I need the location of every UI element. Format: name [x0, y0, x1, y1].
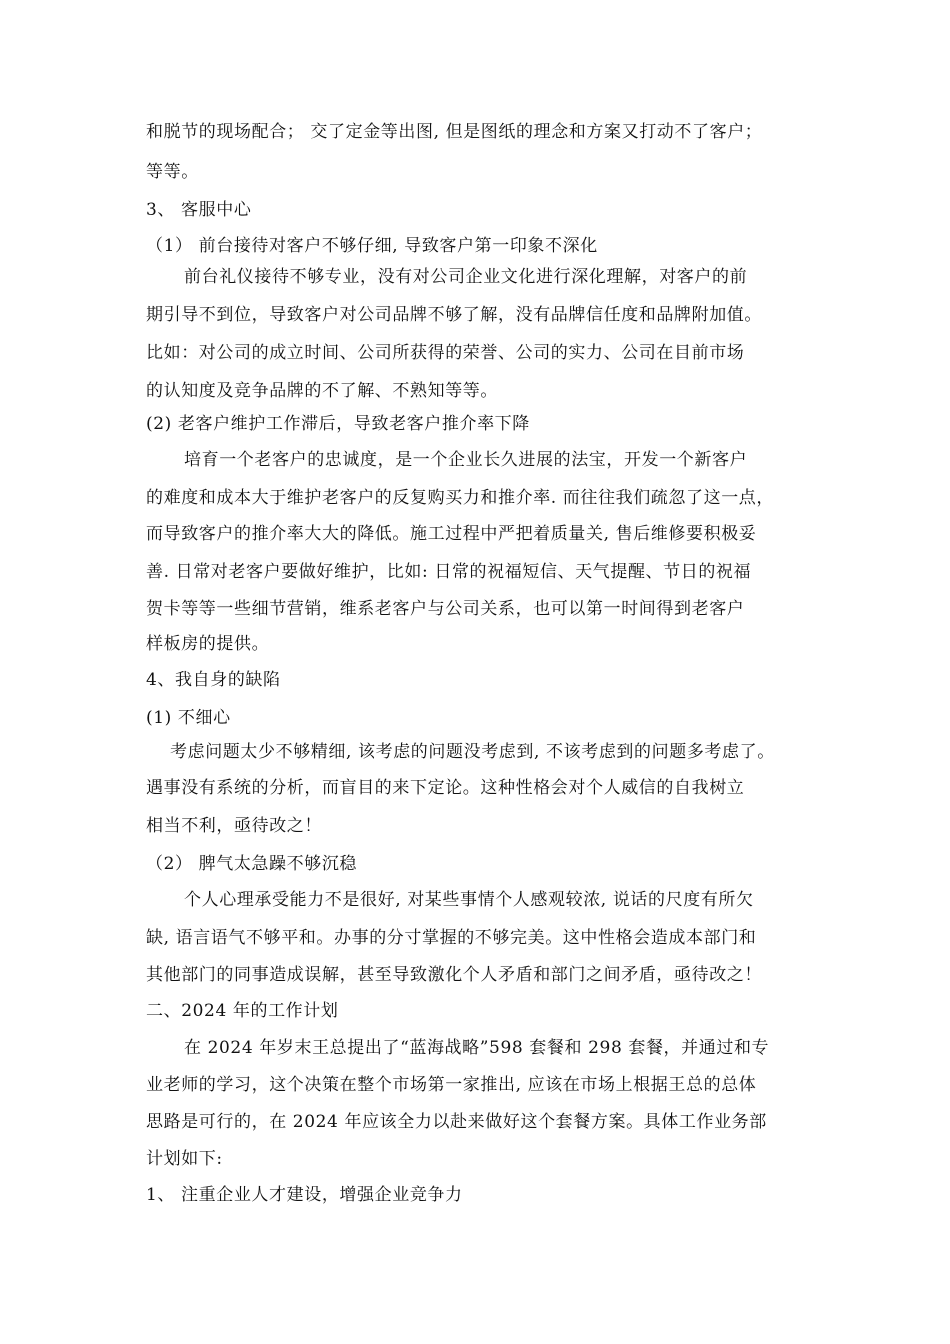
paragraph-line-11: 的难度和成本大于维护老客户的反复购买力和推介率. 而往往我们疏忽了这一点，	[146, 488, 775, 508]
subheading-temper: （2） 脾气太急躁不够沉稳	[146, 854, 358, 874]
paragraph-line-27: 业老师的学习，这个决策在整个市场第一家推出, 应该在市场上根据王总的总体	[146, 1075, 757, 1095]
paragraph-line-20: 相当不利，亟待改之！	[146, 816, 322, 836]
paragraph-line-7: 比如：对公司的成立时间、公司所获得的荣誉、公司的实力、公司在目前市场	[146, 343, 745, 363]
subheading-old-customers: (2) 老客户维护工作滞后，导致老客户推介率下降	[146, 414, 530, 434]
paragraph-line-10: 培育一个老客户的忠诚度，是一个企业长久进展的法宝，开发一个新客户	[184, 450, 748, 470]
paragraph-line-8: 的认知度及竞争品牌的不了解、不熟知等等。	[146, 381, 498, 401]
paragraph-line-23: 缺, 语言语气不够平和。办事的分寸掌握的不够完美。这中性格会造成本部门和	[146, 928, 757, 948]
section-heading-work-plan: 二、2024 年的工作计划	[146, 1001, 339, 1021]
paragraph-line-14: 贺卡等等一些细节营销，维系老客户与公司关系，也可以第一时间得到老客户	[146, 599, 745, 619]
paragraph-line-13: 善. 日常对老客户要做好维护，比如: 日常的祝福短信、天气提醒、节日的祝福	[146, 562, 752, 582]
paragraph-line-12: 而导致客户的推介率大大的降低。施工过程中严把着质量关, 售后维修要积极妥	[146, 524, 757, 544]
paragraph-line-18: 考虑问题太少不够精细, 该考虑的问题没考虑到, 不该考虑到的问题多考虑了。	[170, 742, 775, 762]
paragraph-line-1: 和脱节的现场配合； 交了定金等出图, 但是图纸的理念和方案又打动不了客户；	[146, 122, 763, 142]
paragraph-line-29: 计划如下:	[146, 1149, 223, 1169]
paragraph-line-24: 其他部门的同事造成误解，甚至导致激化个人矛盾和部门之间矛盾，亟待改之！	[146, 965, 762, 985]
paragraph-line-22: 个人心理承受能力不是很好, 对某些事情个人感观较浓, 说话的尺度有所欠	[184, 890, 754, 910]
paragraph-line-15: 样板房的提供。	[146, 634, 270, 654]
paragraph-line-28: 思路是可行的，在 2024 年应该全力以赴来做好这个套餐方案。具体工作业务部	[146, 1112, 767, 1132]
subheading-talent-building: 1、 注重企业人才建设，增强企业竞争力	[146, 1185, 463, 1205]
subheading-reception: （1） 前台接待对客户不够仔细, 导致客户第一印象不深化	[146, 236, 598, 256]
section-heading-customer-service: 3、 客服中心	[146, 200, 252, 220]
paragraph-line-2: 等等。	[146, 162, 199, 182]
paragraph-line-19: 遇事没有系统的分析，而盲目的来下定论。这种性格会对个人威信的自我树立	[146, 778, 745, 798]
subheading-not-careful: (1) 不细心	[146, 708, 231, 728]
section-heading-my-shortcomings: 4、我自身的缺陷	[146, 670, 281, 690]
paragraph-line-6: 期引导不到位，导致客户对公司品牌不够了解，没有品牌信任度和品牌附加值。	[146, 305, 762, 325]
paragraph-line-26: 在 2024 年岁末王总提出了“蓝海战略”598 套餐和 298 套餐，并通过和专	[184, 1038, 770, 1058]
paragraph-line-5: 前台礼仪接待不够专业，没有对公司企业文化进行深化理解，对客户的前	[184, 267, 748, 287]
